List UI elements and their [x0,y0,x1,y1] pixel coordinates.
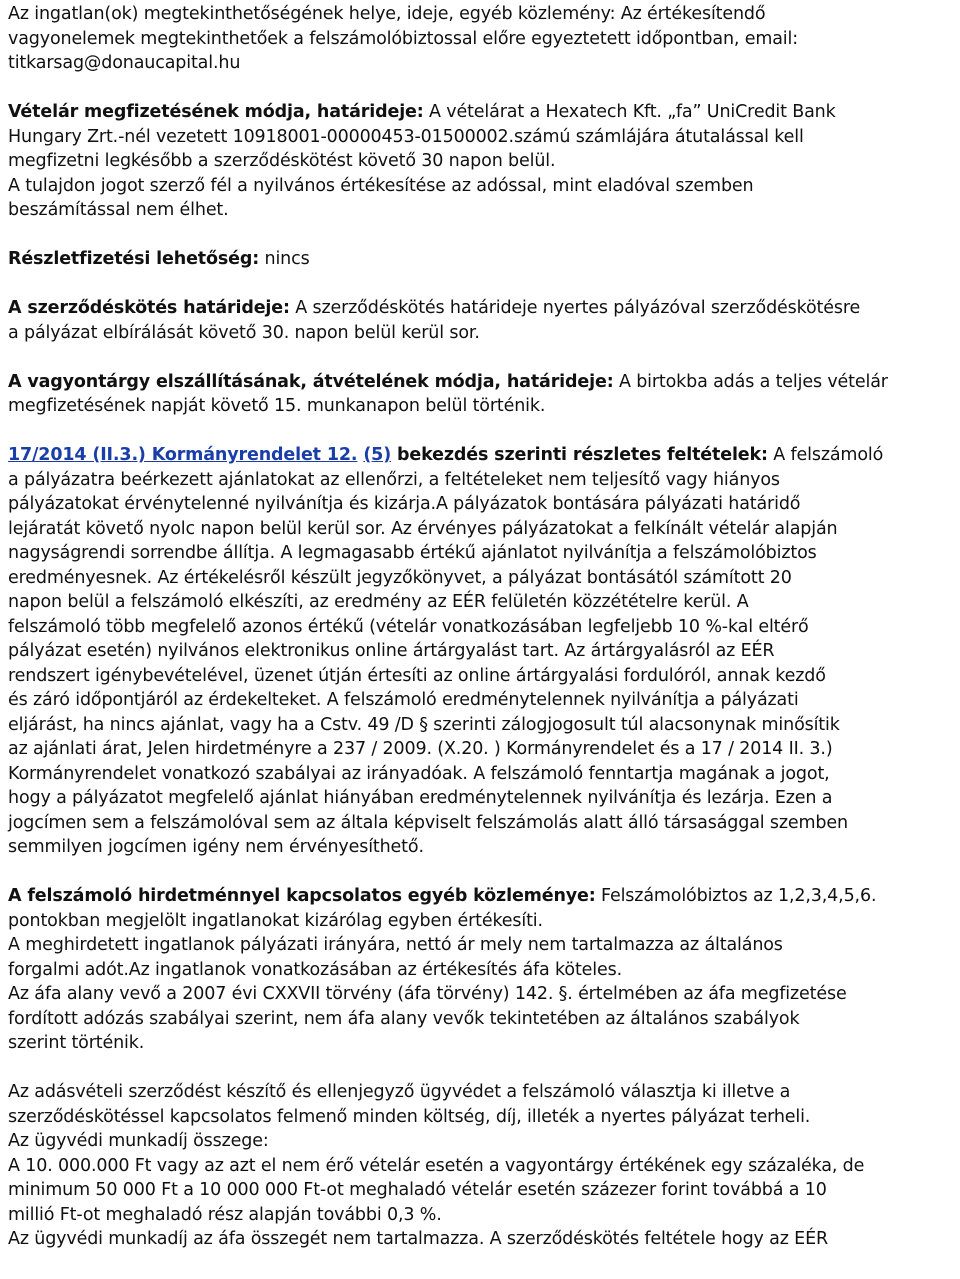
text-line: A meghirdetett ingatlanok pályázati irányára, nettó ár mely nem tartalmazza az általános [8,935,783,955]
document-page [8,2,956,1252]
text-line: A vagyontárgy elszállításának, átvételének módja, határideje: A birtokba adás a teljes vételár [8,371,888,392]
text-line: Kormányrendelet vonatkozó szabályai az irányadóak. A felszámoló fenntartja magának a jogot, [8,763,830,784]
text-line: Az ügyvédi munkadíj összege: [8,1131,269,1151]
text-line: pályázat esetén) nyilvános elektronikus online ártárgyalást tart. Az ártárgyalásról az EÉR [8,641,775,661]
text-line: pályázatokat érvénytelenné nyilvánítja és kizárja.A pályázatok bontására pályázati határidő [8,494,801,514]
text-line: szerződéskötéssel kapcsolatos felmenő minden költség, díj, illeték a nyertes pályázat terheli. [8,1106,811,1127]
text-line: hogy a pályázatot megfelelő ajánlat hiányában eredménytelennek nyilvánítja és lezárja. Ezen a [8,788,833,808]
text-line: titkarsag@donaucapital.hu [8,53,241,73]
text-line: forgalmi adót.Az ingatlanok vonatkozásában az értékesítés áfa köteles. [8,959,622,980]
text-line: a pályázatra beérkezett ajánlatokat az ellenőrzi, a feltételeket nem teljesítő vagy hiányos [8,469,780,490]
text-line: szerint történik. [8,1033,145,1053]
installment-paragraph [8,247,956,272]
paragraph-link[interactable]: (5) [363,445,392,465]
section-label: Vételár megfizetésének módja, határideje: [8,102,424,122]
text-line: Az áfa alany vevő a 2007 évi CXXVII törvény (áfa törvény) 142. §. értelmében az áfa megfizetése [8,984,847,1004]
section-label: Részletfizetési lehetőség: [8,249,260,269]
section-label: A vagyontárgy elszállításának, átvételének módja, határideje: [8,371,614,392]
text-line: Az adásvételi szerződést készítő és ellenjegyző ügyvédet a felszámoló választja ki illetve a [8,1082,791,1102]
text-line: az ajánlati árat, Jelen hirdetményre a 237 / 2009. (X.20. ) Kormányrendelet és a 17 / 2014 II. 3.) [8,739,833,759]
section-label: A szerződéskötés határideje: [8,298,290,318]
text-line: vagyonelemek megtekinthetőek a felszámolóbiztossal előre egyeztetett időpontban, email: [8,28,798,49]
text-line: Az ingatlan(ok) megtekinthetőségének helye, ideje, egyéb közlemény: Az értékesítendő [8,4,766,24]
text-line: megfizetni legkésőbb a szerződéskötést követő 30 napon belül. [8,151,556,171]
text-line: felszámoló több megfelelő azonos értékű (vételár vonatkozásában legfeljebb 10 %-kal eltérő [8,616,809,637]
text-line: A felszámoló hirdetménnyel kapcsolatos egyéb közleménye: Felszámolóbiztos az 1,2,3,4,5,6. [8,886,877,906]
text-line: rendszert igénybevételével, üzenet útján értesíti az online ártárgyalási fordulóról, annak kezdő [8,665,826,686]
text-line: beszámítással nem élhet. [8,200,229,220]
contract-deadline-paragraph [8,296,956,345]
text-line: megfizetésének napját követő 15. munkanapon belül történik. [8,396,546,416]
text-line: pontokban megjelölt ingatlanokat kizárólag egyben értékesíti. [8,910,543,931]
text-line: Az ügyvédi munkadíj az áfa összegét nem tartalmazza. A szerződéskötés feltétele hogy az EÉR [8,1229,829,1249]
section-label: bekezdés szerinti részletes feltételek: [391,445,768,465]
text-line: jogcímen sem a felszámolóval sem az általa képviselt felszámolás alatt álló társasággal szemben [8,812,848,833]
detailed-conditions-paragraph [8,443,956,860]
text-line: minimum 50 000 Ft a 10 000 000 Ft-ot meghaladó vételár esetén százezer forint továbbá a 10 [8,1180,827,1200]
text-line: Részletfizetési lehetőség: nincs [8,249,310,269]
text-line: A tulajdon jogot szerző fél a nyilvános értékesítése az adóssal, mint eladóval szemben [8,175,754,196]
text-line: eljárást, ha nincs ajánlat, vagy ha a Cstv. 49 /D § szerinti zálogjogosult túl alacsonynak minősítik [8,714,840,735]
lawyer-fee-paragraph [8,1080,956,1252]
payment-terms-paragraph [8,100,956,223]
text-line: napon belül a felszámoló elkészíti, az eredmény az EÉR felületén közzétételre kerül. A [8,592,749,612]
section-label: A felszámoló hirdetménnyel kapcsolatos egyéb közleménye: [8,886,596,906]
text-line: 17/2014 (II.3.) Kormányrendelet 12. (5) bekezdés szerinti részletes feltételek: A felszámoló [8,445,884,465]
regulation-link[interactable]: 17/2014 (II.3.) Kormányrendelet 12. [8,445,358,465]
text-line: fordított adózás szabályai szerint, nem áfa alany vevők tekintetében az általános szabályok [8,1008,800,1029]
text-line: Vételár megfizetésének módja, határideje: A vételárat a Hexatech Kft. „fa” UniCredit Bank [8,102,836,122]
viewing-info-paragraph [8,2,956,76]
text-line: A szerződéskötés határideje: A szerződéskötés határideje nyertes pályázóval szerződéskötésre [8,298,861,318]
text-line: Hungary Zrt.-nél vezetett 10918001-00000453-01500002.számú számlájára átutalással kell [8,126,804,147]
text-line: eredményesnek. Az értékelésről készült jegyzőkönyvet, a pályázat bontásától számított 20 [8,567,792,588]
text-line: a pályázat elbírálását követő 30. napon belül kerül sor. [8,322,480,343]
text-line: nagyságrendi sorrendbe állítja. A legmagasabb értékű ajánlatot nyilvánítja a felszámolóbiztos [8,543,817,563]
handover-paragraph [8,370,956,419]
text-line: semmilyen jogcímen igény nem érvényesíthető. [8,837,424,857]
text-line: lejáratát követő nyolc napon belül kerül sor. Az érvényes pályázatokat a felkínált vételár alapján [8,518,838,539]
text-line: millió Ft-ot meghaladó rész alapján további 0,3 %. [8,1204,442,1225]
text-line: A 10. 000.000 Ft vagy az azt el nem érő vételár esetén a vagyontárgy értékének egy százaléka, de [8,1155,865,1176]
other-notice-paragraph [8,884,956,1056]
text-line: és záró időpontjáról az érdekelteket. A felszámoló eredménytelennek nyilvánítja a pályázati [8,690,799,710]
